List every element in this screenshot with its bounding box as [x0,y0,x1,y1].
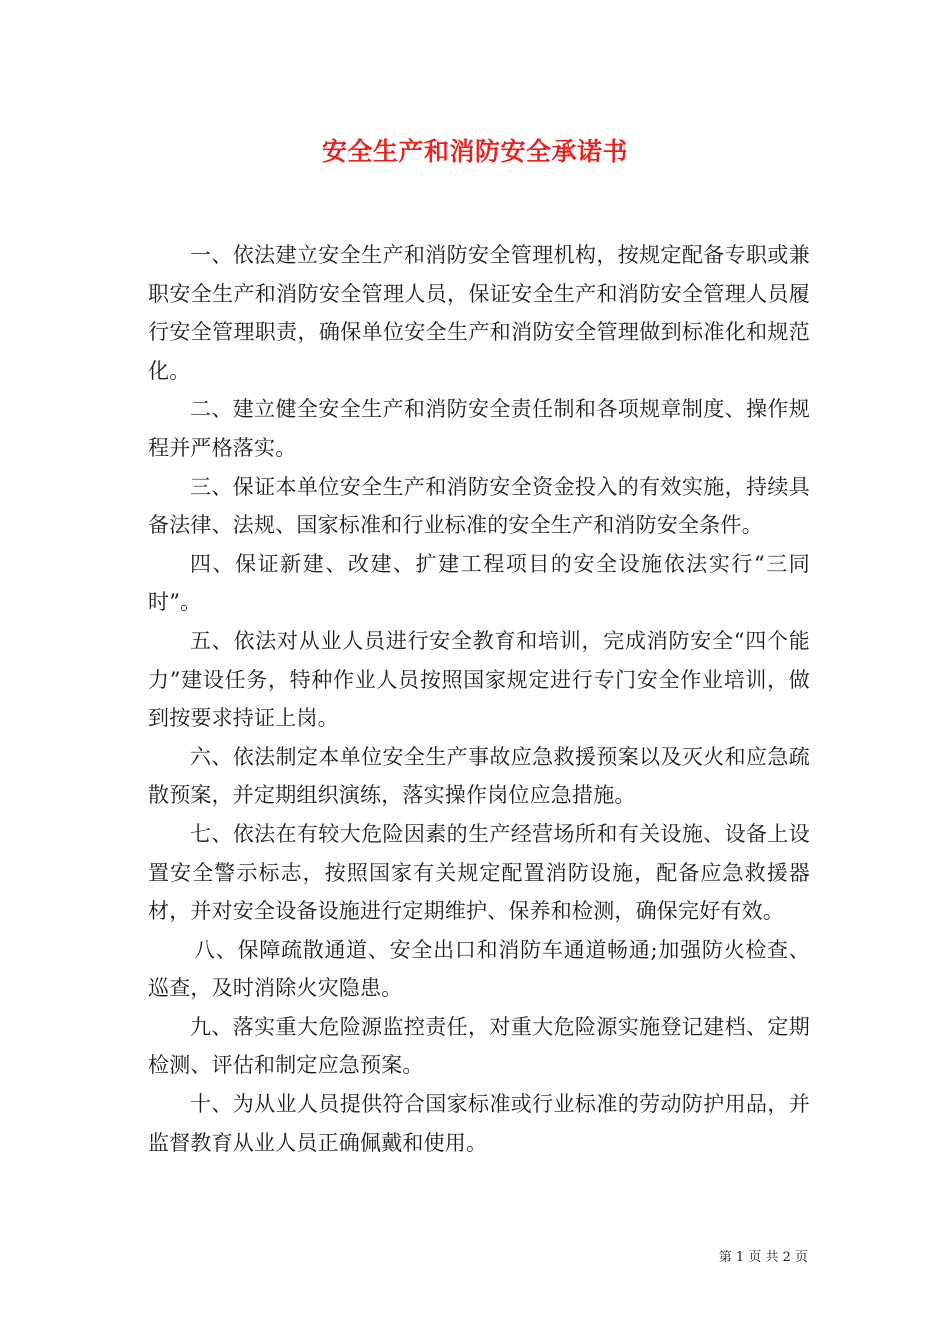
paragraph-5: 五、依法对从业人员进行安全教育和培训，完成消防安全“四个能力”建设任务，特种作业人员按照国家规定进行专门安全作业培训，做到按要求持证上岗。 [148,628,810,731]
paragraph-6: 六、依法制定本单位安全生产事故应急救援预案以及灭火和应急疏散预案，并定期组织演练，落实操作岗位应急措施。 [148,744,810,808]
paragraph-2: 二、建立健全安全生产和消防安全责任制和各项规章制度、操作规程并严格落实。 [148,397,810,460]
paragraph-4: 四、保证新建、改建、扩建工程项目的安全设施依法实行“三同时”。 [148,551,810,615]
paragraph-10: 十、为从业人员提供符合国家标准或行业标准的劳动防护用品，并监督教育从业人员正确佩戴和使用。 [148,1092,810,1155]
page-number-footer: 第 1 页 共 2 页 [718,1250,808,1265]
paragraph-7: 七、依法在有较大危险因素的生产经营场所和有关设施、设备上设置安全警示标志，按照国家有关规定配置消防设施，配备应急救援器材，并对安全设备设施进行定期维护、保养和检测，确保完好有效。 [148,821,810,924]
paragraph-3: 三、保证本单位安全生产和消防安全资金投入的有效实施，持续具备法律、法规、国家标准和行业标准的安全生产和消防安全条件。 [148,474,810,538]
paragraph-9: 九、落实重大危险源监控责任，对重大危险源实施登记建档、定期检测、评估和制定应急预案。 [148,1014,810,1078]
paragraph-1: 一、依法建立安全生产和消防安全管理机构，按规定配备专职或兼职安全生产和消防安全管理人员，保证安全生产和消防安全管理人员履行安全管理职责，确保单位安全生产和消防安全管理做到标准化和规范化。 [148,243,810,383]
document-title: 安全生产和消防安全承诺书 [321,137,628,166]
document-body [148,236,810,1162]
paragraph-8: 八、保障疏散通道、安全出口和消防车通道畅通;加强防火检查、巡查，及时消除火灾隐患。 [148,937,810,1001]
